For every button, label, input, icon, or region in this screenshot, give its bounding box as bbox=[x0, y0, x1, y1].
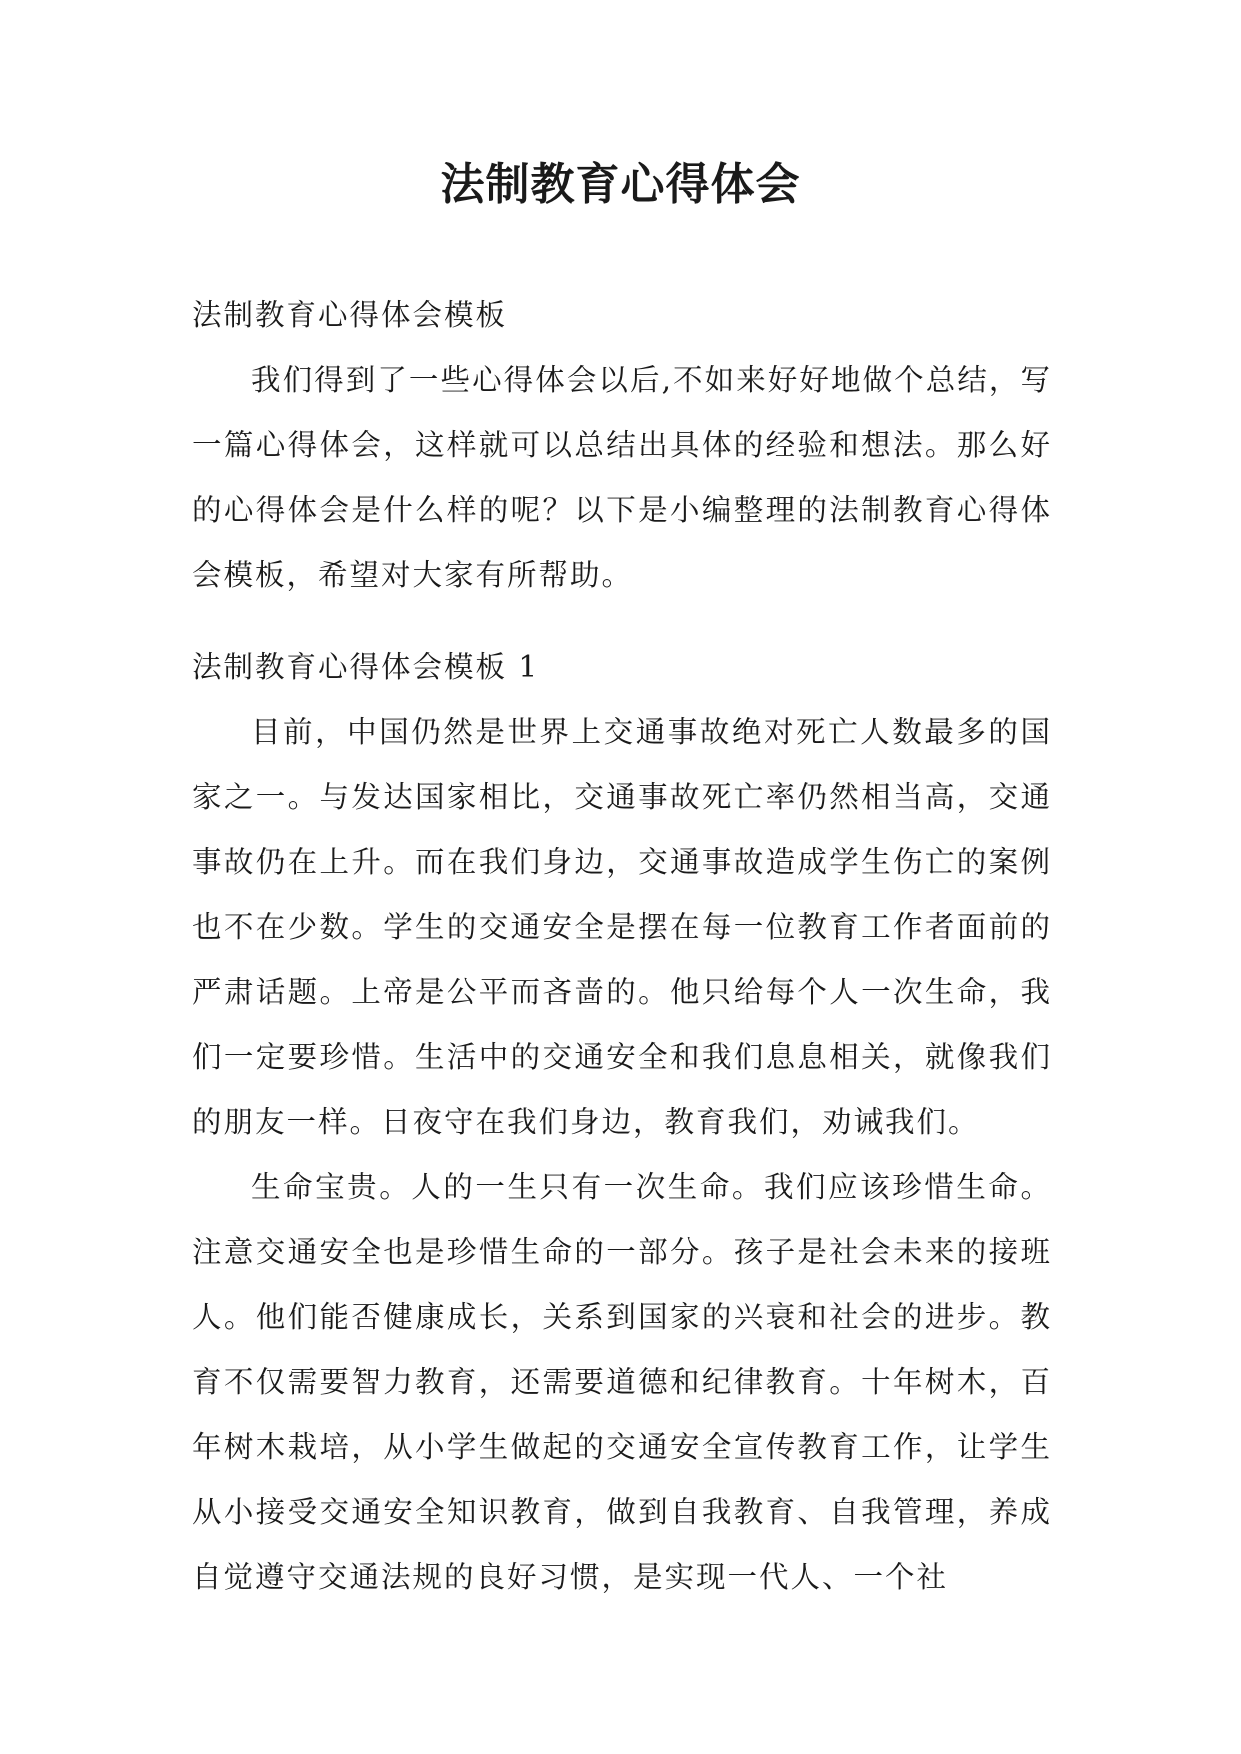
intro-paragraph: 我们得到了一些心得体会以后,不如来好好地做个总结，写一篇心得体会，这样就可以总结出具体的经验和想法。那么好的心得体会是什么样的呢？以下是小编整理的法制教育心得体会模板，希望对大家有所帮助。 bbox=[192, 363, 1052, 592]
section1-paragraph: 生命宝贵。人的一生只有一次生命。我们应该珍惜生命。注意交通安全也是珍惜生命的一部分。孩子是社会未来的接班人。他们能否健康成长，关系到国家的兴衰和社会的进步。教育不仅需要智力教育，还需要道德和纪律教育。十年树木，百年树木栽培，从小学生做起的交通安全宣传教育工作，让学生从小接受交通安全知识教育，做到自我教育、自我管理，养成自觉遵守交通法规的良好习惯，是实现一代人、一个社 bbox=[192, 1170, 1052, 1594]
section1-heading: 法制教育心得体会模板 1 bbox=[192, 650, 540, 684]
document-title: 法制教育心得体会 bbox=[440, 159, 801, 210]
intro-heading: 法制教育心得体会模板 bbox=[192, 298, 508, 332]
section1-paragraph: 目前，中国仍然是世界上交通事故绝对死亡人数最多的国家之一。与发达国家相比，交通事故死亡率仍然相当高，交通事故仍在上升。而在我们身边，交通事故造成学生伤亡的案例也不在少数。学生的交通安全是摆在每一位教育工作者面前的严肃话题。上帝是公平而吝啬的。他只给每个人一次生命，我们一定要珍惜。生活中的交通安全和我们息息相关，就像我们的朋友一样。日夜守在我们身边，教育我们，劝诫我们。 bbox=[192, 715, 1052, 1139]
intro-body bbox=[192, 348, 1052, 608]
section1-body bbox=[192, 700, 1052, 1610]
